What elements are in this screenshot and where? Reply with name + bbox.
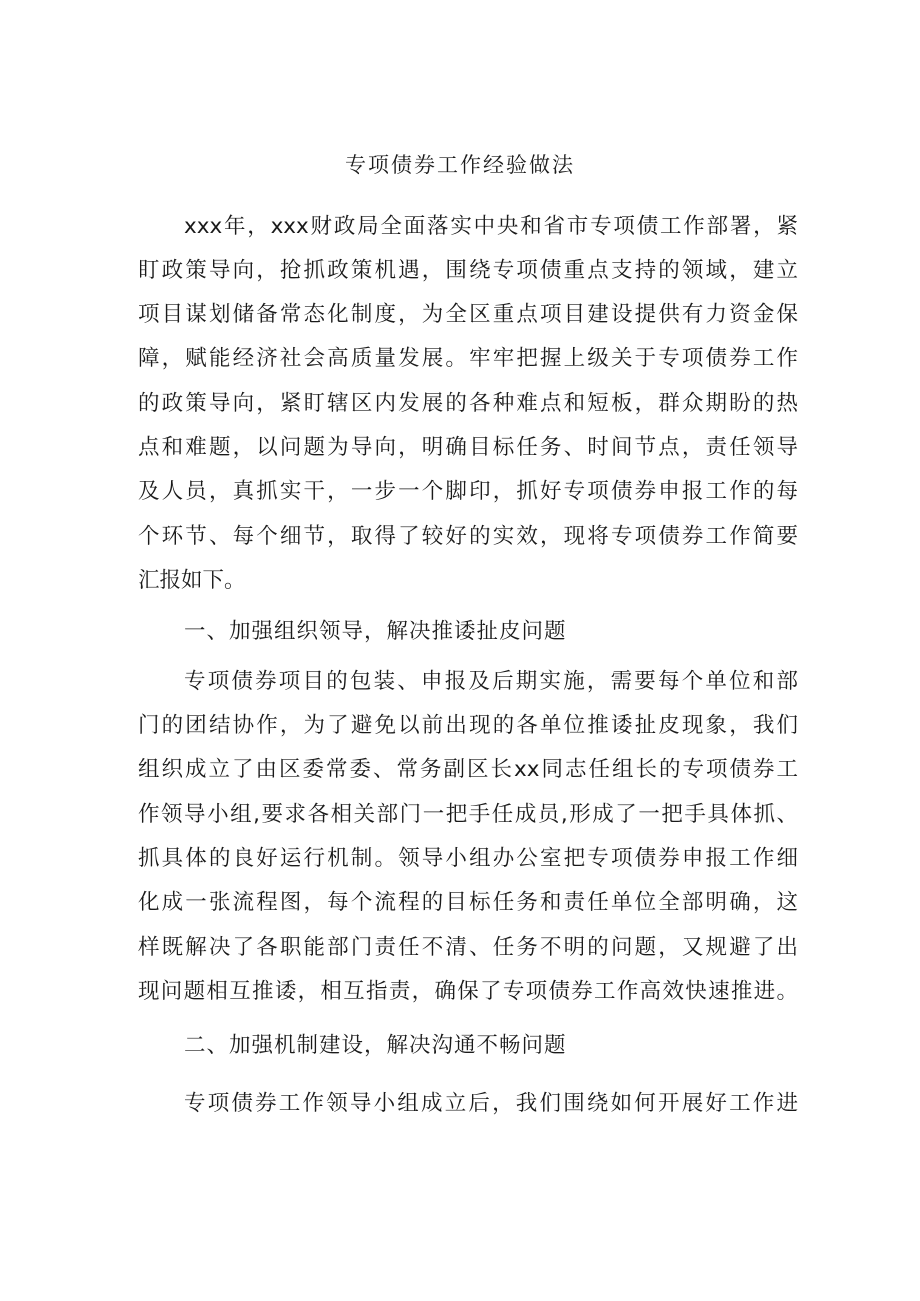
paragraph-line: 的政策导向，紧盯辖区内发展的各种难点和短板，群众期盼的热	[138, 391, 798, 416]
section-heading: 二、加强机制建设，解决沟通不畅问题	[184, 1033, 567, 1058]
section-heading: 一、加强组织领导，解决推诿扯皮问题	[184, 619, 567, 644]
paragraph-line: xxx年，xxx财政局全面落实中央和省市专项债工作部署，紧	[184, 214, 798, 239]
paragraph-line: 组织成立了由区委常委、常务副区长xx同志任组长的专项债券工	[138, 757, 798, 782]
paragraph-line: 化成一张流程图，每个流程的目标任务和责任单位全部明确，这	[138, 890, 798, 915]
document-title: 专项债券工作经验做法	[345, 153, 575, 177]
paragraph-line: 盯政策导向，抢抓政策机遇，围绕专项债重点支持的领域，建立	[138, 258, 798, 283]
paragraph-line: 现问题相互推诿，相互指责，确保了专项债券工作高效快速推进。	[138, 979, 798, 1004]
paragraph-line: 个环节、每个细节，取得了较好的实效，现将专项债券工作简要	[138, 524, 798, 549]
paragraph-line: 障，赋能经济社会高质量发展。牢牢把握上级关于专项债券工作	[138, 346, 798, 371]
paragraph-line: 项目谋划储备常态化制度，为全区重点项目建设提供有力资金保	[138, 302, 798, 327]
paragraph-line: 点和难题，以问题为导向，明确目标任务、时间节点，责任领导	[138, 435, 798, 460]
paragraph-line: 样既解决了各职能部门责任不清、任务不明的问题，又规避了出	[138, 935, 798, 960]
paragraph-line: 及人员，真抓实干，一步一个脚印，抓好专项债券申报工作的每	[138, 479, 798, 504]
paragraph-line: 抓具体的良好运行机制。领导小组办公室把专项债券申报工作细	[138, 846, 798, 871]
paragraph-line: 作领导小组,要求各相关部门一把手任成员,形成了一把手具体抓、	[138, 802, 798, 827]
paragraph-line: 汇报如下。	[138, 568, 246, 593]
paragraph-line: 门的团结协作，为了避免以前出现的各单位推诿扯皮现象，我们	[138, 713, 798, 738]
paragraph-line: 专项债券工作领导小组成立后，我们围绕如何开展好工作进	[184, 1091, 798, 1116]
paragraph-line: 专项债券项目的包装、申报及后期实施，需要每个单位和部	[184, 669, 798, 694]
